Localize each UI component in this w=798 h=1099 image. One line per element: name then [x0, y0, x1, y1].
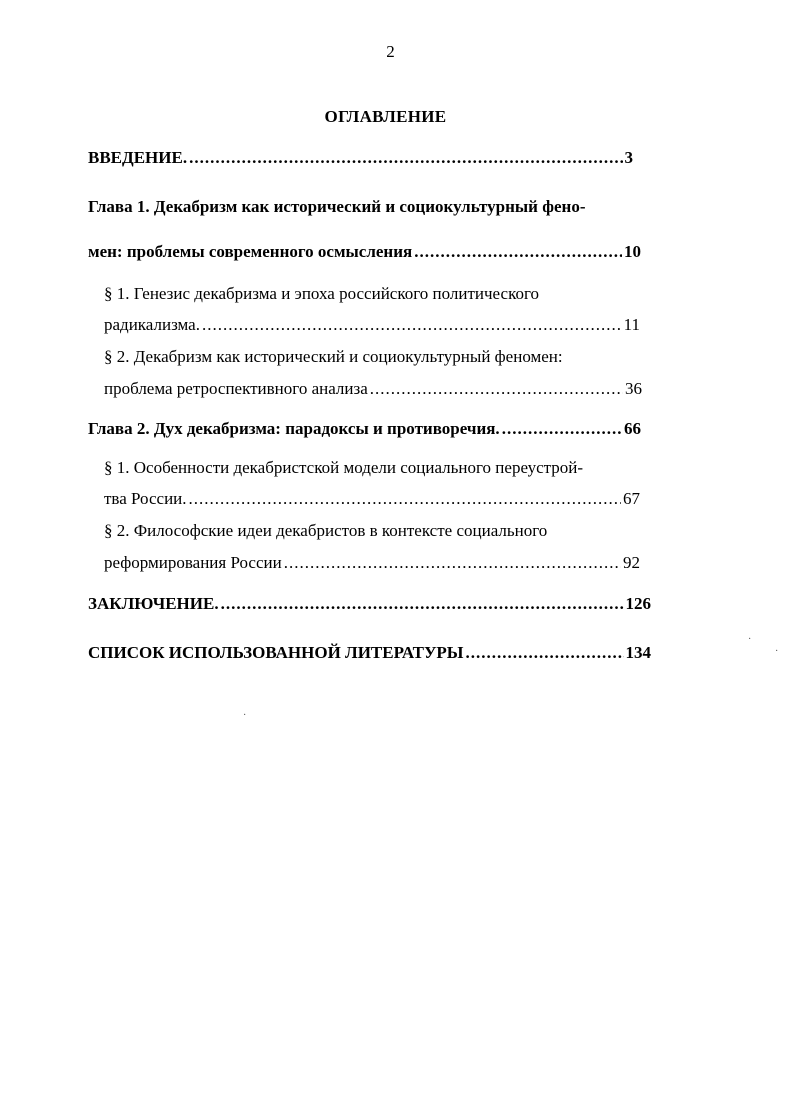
toc-entry-bibliography [88, 641, 651, 665]
dot-leader [502, 417, 622, 441]
toc-entry-ch1-section2 [104, 377, 642, 401]
toc-page-number: 67 [623, 489, 640, 508]
toc-entry-label: радикализма. [104, 315, 200, 334]
scan-speck: · [243, 710, 247, 721]
toc-page-number: 134 [625, 643, 651, 662]
toc-entry-ch1-section1 [104, 313, 640, 337]
dot-leader [202, 313, 622, 337]
toc-page-number: 126 [625, 594, 651, 613]
dot-leader [284, 551, 621, 575]
dot-leader [189, 146, 622, 170]
toc-entry-label: проблема ретроспективного анализа [104, 379, 368, 398]
toc-ch1-section1-line1: § 1. Генезис декабризма и эпоха российского политического [104, 284, 540, 303]
toc-page-number: 92 [623, 553, 640, 572]
toc-entry-label: мен: проблемы современного осмысления [88, 242, 413, 261]
toc-page-number: 11 [623, 315, 640, 334]
dot-leader [414, 240, 622, 264]
toc-page-number: 10 [624, 242, 641, 261]
scan-speck: · [748, 634, 752, 645]
toc-title: ОГЛАВЛЕНИЕ [324, 107, 447, 126]
toc-entry-label: Глава 2. Дух декабризма: парадоксы и противоречия. [88, 419, 500, 438]
scan-speck: · [775, 646, 779, 657]
toc-page-number: 36 [625, 379, 642, 398]
toc-ch2-section1-line1: § 1. Особенности декабристской модели социального переустрой- [104, 458, 584, 477]
dot-leader [370, 377, 623, 401]
dot-leader [466, 641, 624, 665]
toc-entry-label: реформирования России [104, 553, 282, 572]
dot-leader [189, 487, 621, 511]
toc-entry-label: СПИСОК ИСПОЛЬЗОВАННОЙ ЛИТЕРАТУРЫ [88, 643, 464, 662]
toc-ch1-section2-line1: § 2. Декабризм как исторический и социокультурный феномен: [104, 347, 563, 366]
toc-entry-conclusion [88, 592, 651, 616]
toc-entry-label: тва России. [104, 489, 187, 508]
toc-entry-ch2-section2 [104, 551, 640, 575]
toc-entry-introduction [88, 146, 633, 170]
toc-entry-ch2-section1 [104, 487, 640, 511]
toc-chapter1-line1: Глава 1. Декабризм как исторический и социокультурный фено- [88, 197, 586, 216]
toc-entry-chapter2 [88, 417, 641, 441]
toc-entry-label: ЗАКЛЮЧЕНИЕ. [88, 594, 219, 613]
toc-page-number: 3 [624, 148, 633, 167]
toc-entry-chapter1 [88, 240, 641, 264]
page-number: 2 [386, 42, 395, 61]
toc-ch2-section2-line1: § 2. Философские идеи декабристов в контексте социального [104, 521, 548, 540]
dot-leader [221, 592, 624, 616]
toc-entry-label: ВВЕДЕНИЕ. [88, 148, 188, 167]
toc-page-number: 66 [624, 419, 641, 438]
